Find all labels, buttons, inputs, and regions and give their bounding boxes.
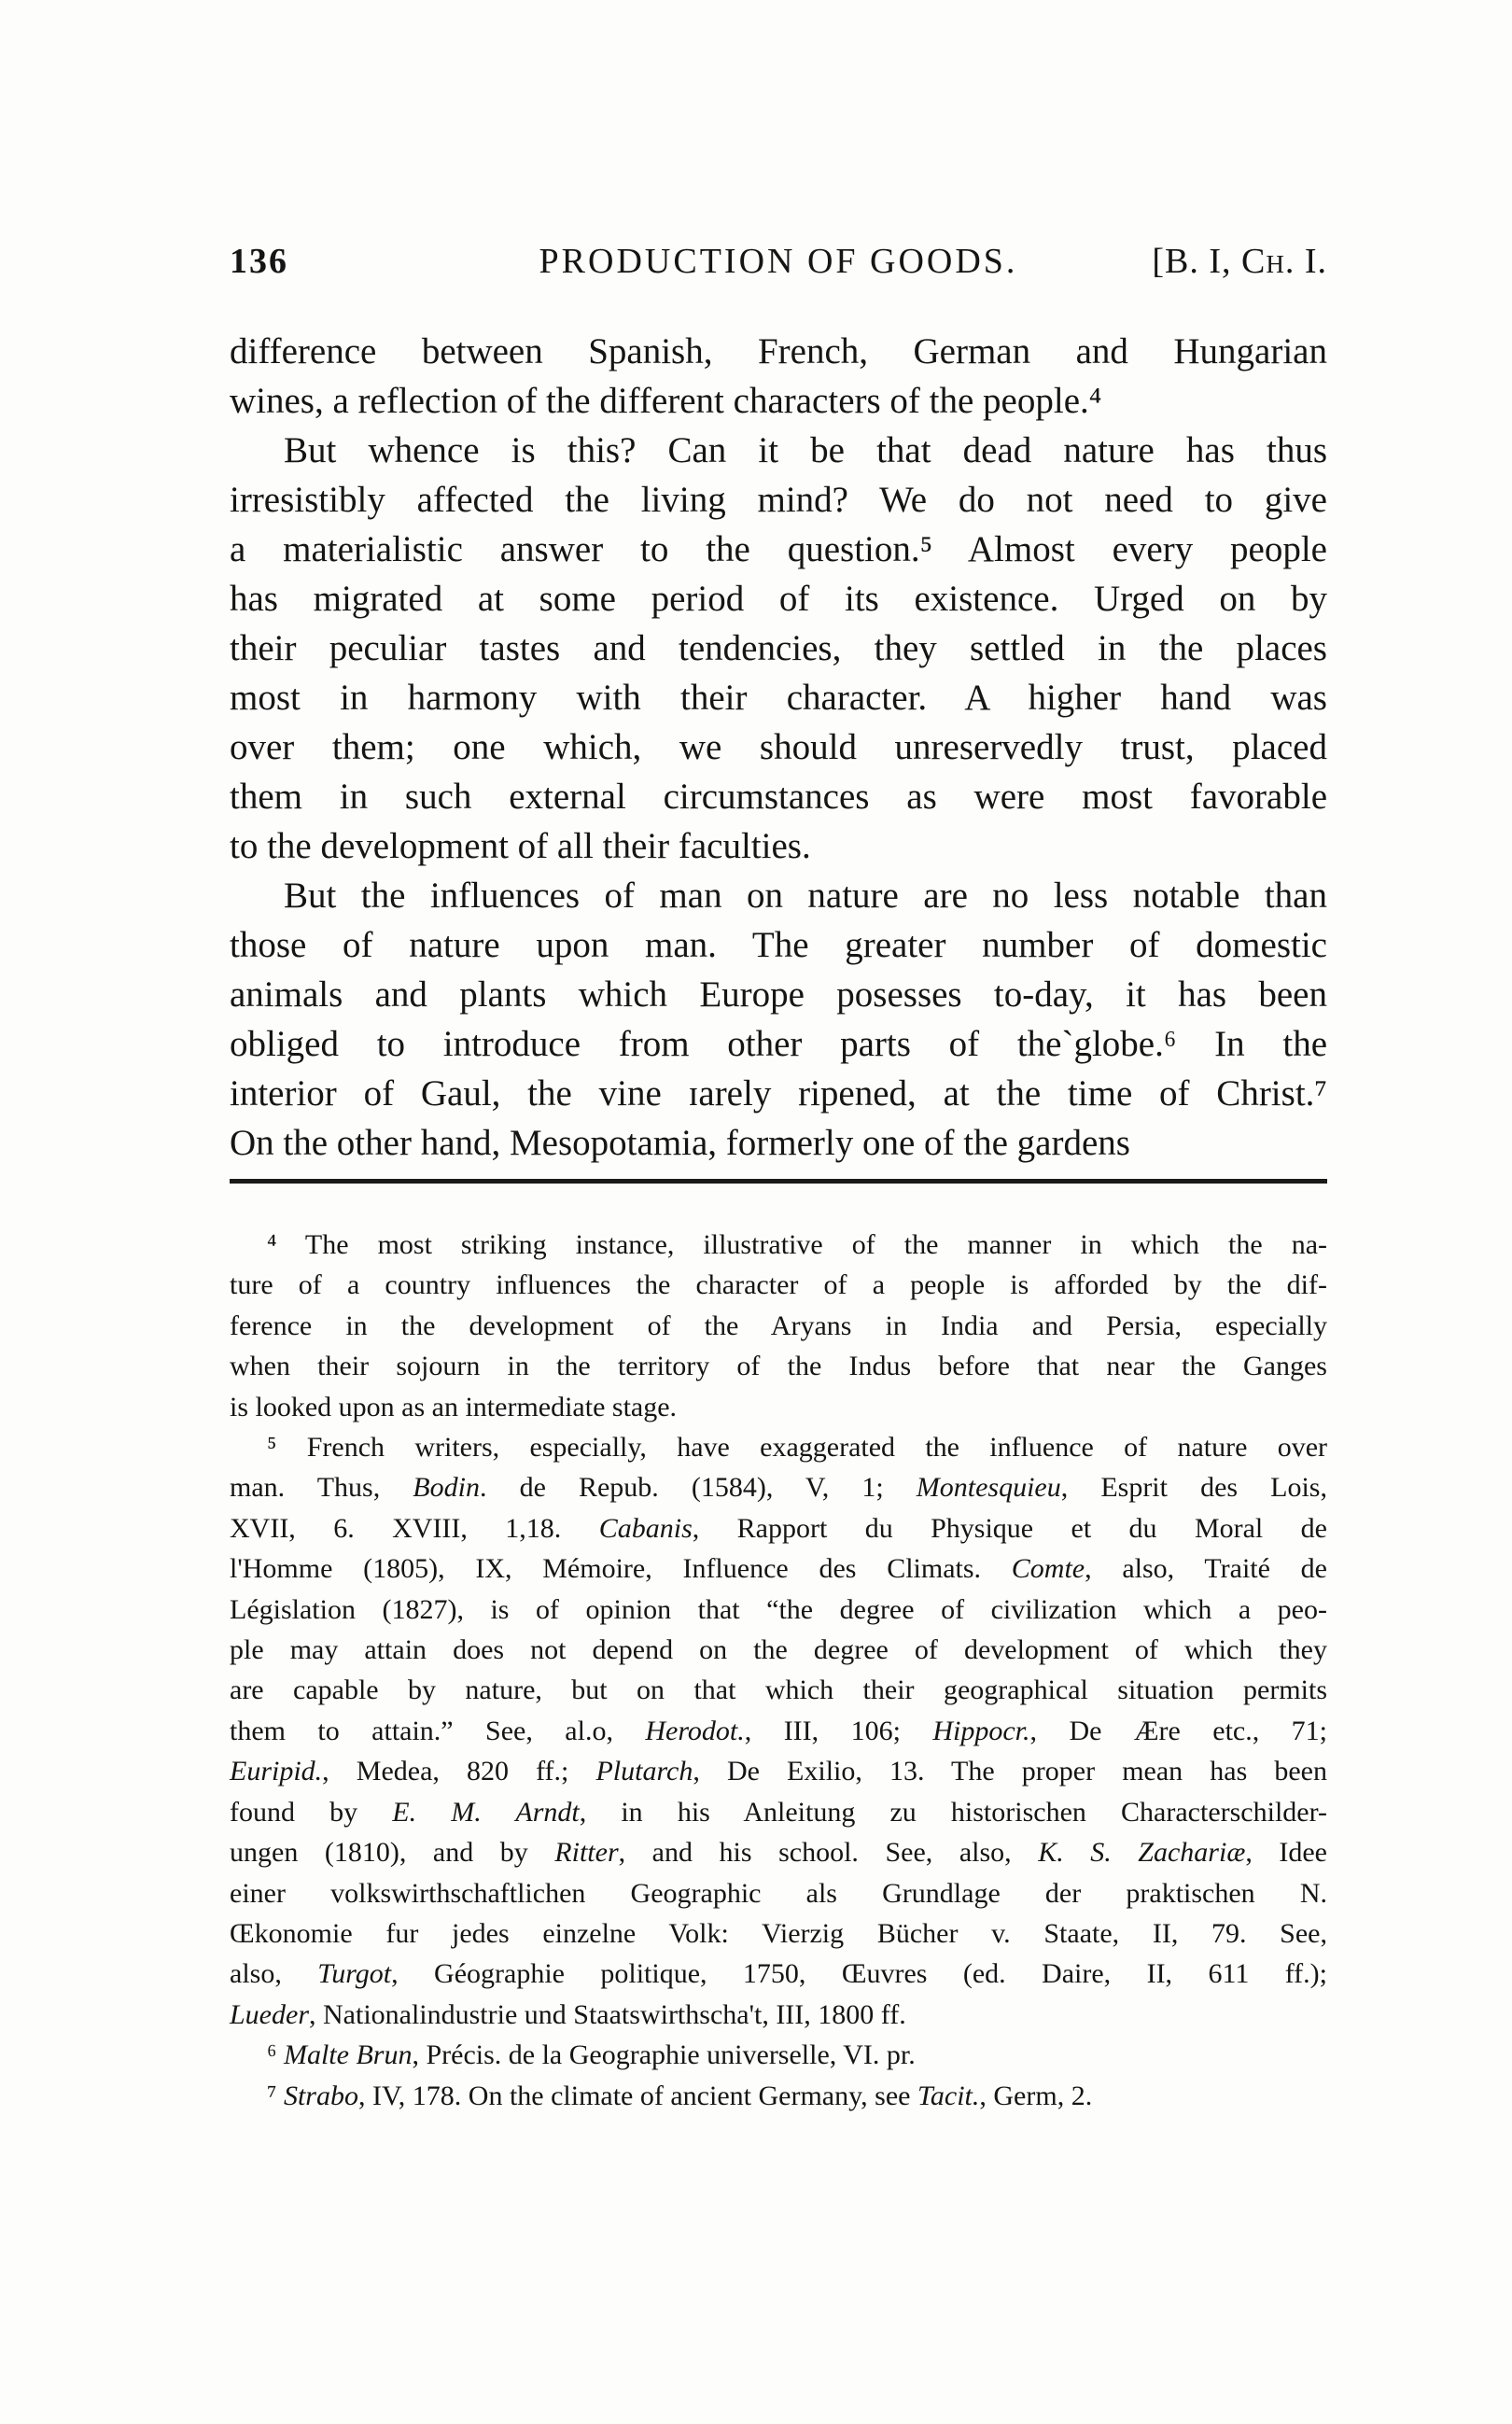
page-number: 136 xyxy=(230,242,288,281)
body-paragraph-2: But whence is this? Can it be that dead nature has thus irresistibly affected the living mind? We do not need to give a materialistic answer to the question.⁵ Almost every people has migrated at some period of its existence. Urged on by their peculiar tastes and tendencies, they settled in the places most in harmony with their character. A higher hand was over them; one which, we should unreservedly trust, placed them in such external circumstances as were most favorable to the development of all their faculties. xyxy=(230,430,1327,866)
footnote-separator-rule xyxy=(230,1179,1327,1184)
body-paragraph-1: difference between Spanish, French, German and Hungarian wines, a reflection of the different characters of the people.⁴ xyxy=(230,331,1327,421)
footnotes-section xyxy=(230,1225,1327,2116)
body-text xyxy=(230,327,1327,1168)
footnote-6: ⁶ Malte Brun, Précis. de la Geographie universelle, VI. pr. xyxy=(267,2039,916,2071)
footnote-7: ⁷ Strabo, IV, 178. On the climate of ancient Germany, see Tacit., Germ, 2. xyxy=(267,2080,1093,2111)
page-header xyxy=(230,241,1327,282)
body-paragraph-3: But the influences of man on nature are no less notable than those of nature upon man. The greater number of domestic animals and plants which Europe posesses to-day, it has been obliged to introduce from other parts of the`globe.⁶ In the interior of Gaul, the vine ɪarely ripened, at the time of Christ.⁷ On the other hand, Mesopotamia, formerly one of the gardens xyxy=(230,876,1327,1163)
running-title: PRODUCTION OF GOODS. xyxy=(539,242,1018,281)
footnote-4: ⁴ The most striking instance, illustrative of the manner in which the na- ture of a country influences the character of a people is afforded by the dif- ference in the development of the Aryans in India and Persia, especially when their sojourn in the territory of the Indus before that near the Ganges is looked upon as an intermediate stage. xyxy=(230,1229,1327,1422)
page-content xyxy=(230,241,1327,2116)
chapter-reference: [B. I, Ch. I. xyxy=(1152,242,1327,281)
footnote-5: ⁵ French writers, especially, have exaggerated the influence of nature over man. Thus, Bodin. de Repub. (1584), V, 1; Montesquieu, Esprit des Lois, XVII, 6. XVIII, 1,18. Cabanis, Rapport du Physique et du Moral de l'Homme (1805), IX, Mémoire, Influence des Climats. Comte, also, Traité de Législation (1827), is of opinion that “the degree of civilization which a peo- ple may attain does not depend on the degree of development of which they are capable by nature, but on that which their geographical situation permits them to attain.” See, al.o, Herodot., III, 106; Hippocr., De Ære etc., 71; Euripid., Medea, 820 ff.; Plutarch, De Exilio, 13. The proper mean has been found by E. M. Arndt, in his Anleitung zu historischen Characterschilder- ungen (1810), and by Ritter, and his school. See, also, K. S. Zachariæ, Idee einer volkswirthschaftlichen Geographic als Grundlage der praktischen N. Œkonomie fur jedes einzelne Volk: Vierzig Bücher v. Staate, II, 79. See, also, Turgot, Géographie politique, 1750, Œuvres (ed. Daire, II, 611 ff.); Lueder, Nationalindustrie und Staatswirthscha't, III, 1800 ff. xyxy=(230,1432,1327,2030)
